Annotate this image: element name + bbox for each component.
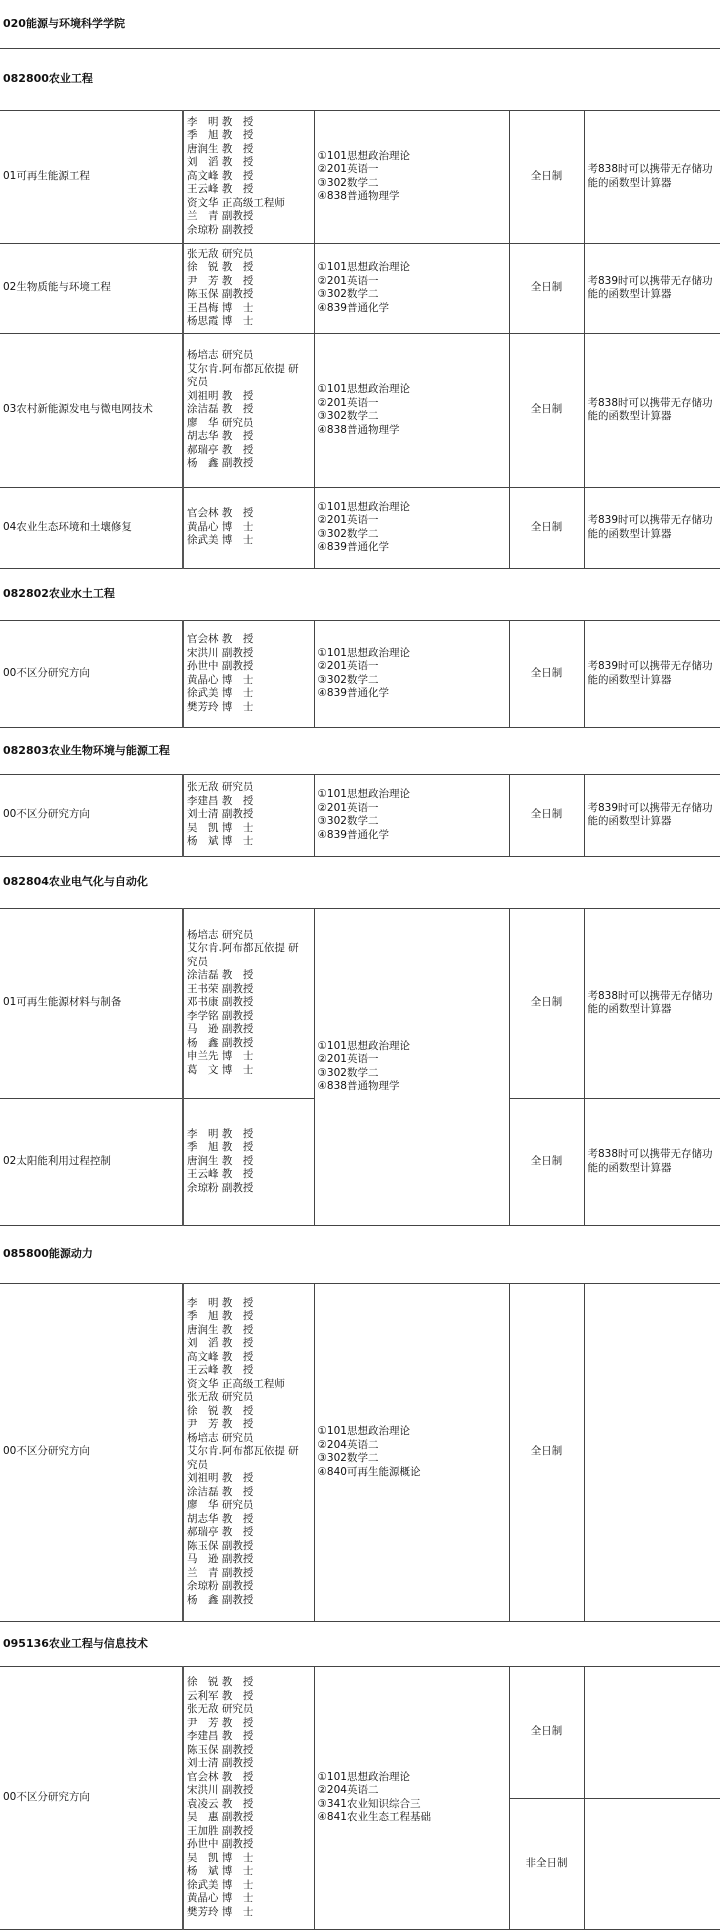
advisor: 杨 鑫 副教授 <box>187 1593 254 1606</box>
section-title: 082802农业水土工程 <box>0 568 720 620</box>
exam-subject: ②201英语一 <box>317 274 379 287</box>
advisor: 陈玉保 副教授 <box>187 1539 254 1552</box>
advisor: 官会林 教 授 <box>187 1770 254 1783</box>
advisor: 王云峰 教 授 <box>187 1168 254 1181</box>
advisor: 季 旭 教 授 <box>187 1310 254 1323</box>
study-mode: 全日制 <box>509 110 584 243</box>
advisor: 宋洪川 副教授 <box>187 1784 254 1796</box>
exam-subject: ①101思想政治理论 <box>317 1039 410 1052</box>
advisor: 资文华 正高级工程师 <box>187 196 285 209</box>
exam-subjects-cell <box>314 1666 509 1929</box>
exam-subject: ④840可再生能源概论 <box>317 1465 421 1478</box>
advisor: 余琼粉 副教授 <box>187 1580 254 1593</box>
exam-subject: ①101思想政治理论 <box>317 261 410 273</box>
advisor: 艾尔肯.阿布都瓦依提 研 <box>187 942 299 955</box>
exam-subject: ④838普通物理学 <box>317 1080 400 1092</box>
advisor: 唐润生 教 授 <box>187 142 254 155</box>
advisor: 杨培志 研究员 <box>187 349 254 362</box>
exam-subjects-cell <box>314 1283 509 1621</box>
advisors-cell <box>183 620 314 727</box>
advisor: 杨 鑫 副教授 <box>187 1036 254 1049</box>
exam-subject: ③302数学二 <box>317 288 379 300</box>
advisor: 刘祖明 教 授 <box>187 389 254 402</box>
advisor: 李学铭 副教授 <box>187 1009 254 1022</box>
advisor: 胡志华 教 授 <box>187 1512 254 1525</box>
advisor: 杨培志 研究员 <box>187 1431 254 1444</box>
exam-subject: ①101思想政治理论 <box>317 149 410 162</box>
advisor: 葛 文 博 士 <box>187 1063 254 1076</box>
exam-subjects-cell <box>314 908 509 1225</box>
advisor: 黄晶心 博 士 <box>187 673 254 686</box>
advisor: 云利军 教 授 <box>187 1689 254 1702</box>
remark: 考838时可以携带无存储功能的函数型计算器 <box>584 908 720 1098</box>
advisor: 张无敌 研究员 <box>187 1703 254 1715</box>
advisors-cell <box>183 110 314 243</box>
advisor: 尹 芳 教 授 <box>187 1716 254 1729</box>
advisor: 涂洁磊 教 授 <box>187 403 254 416</box>
study-mode: 全日制 <box>509 243 584 333</box>
advisor: 季 旭 教 授 <box>187 1141 254 1154</box>
research-direction: 00不区分研究方向 <box>0 620 183 727</box>
remark: 考838时可以携带无存储功能的函数型计算器 <box>584 110 720 243</box>
advisors-cell <box>183 1283 314 1621</box>
advisor: 究员 <box>187 955 208 968</box>
exam-subject: ①101思想政治理论 <box>317 500 410 513</box>
remark <box>584 1798 720 1929</box>
exam-subject: ③341农业知识综合三 <box>317 1797 421 1810</box>
advisor: 马 逊 副教授 <box>187 1023 254 1036</box>
advisor: 尹 芳 教 授 <box>187 1418 254 1431</box>
exam-subjects-cell <box>314 774 509 856</box>
section-header-row <box>0 568 720 620</box>
advisor: 马 逊 副教授 <box>187 1553 254 1566</box>
section-title: 085800能源动力 <box>0 1225 720 1283</box>
exam-subject: ④839普通化学 <box>317 828 389 841</box>
advisor: 李 明 教 授 <box>187 1127 254 1140</box>
remark <box>584 1666 720 1798</box>
advisor: 徐武美 博 士 <box>187 534 254 547</box>
remark: 考839时可以携带无存储功能的函数型计算器 <box>584 487 720 568</box>
exam-subject: ③302数学二 <box>317 176 379 189</box>
advisor: 究员 <box>187 376 208 389</box>
advisor: 刘 滔 教 授 <box>187 1337 254 1350</box>
advisor: 吴 凯 博 士 <box>187 1851 254 1864</box>
advisor: 艾尔肯.阿布都瓦依提 研 <box>187 1445 299 1458</box>
study-mode: 全日制 <box>509 333 584 487</box>
exam-subject: ③302数学二 <box>317 1452 379 1464</box>
advisor: 涂洁磊 教 授 <box>187 969 254 982</box>
advisor: 吴 凯 博 士 <box>187 821 254 834</box>
study-mode: 全日制 <box>509 1283 584 1621</box>
advisor: 官会林 教 授 <box>187 633 254 645</box>
exam-subject: ②201英语一 <box>317 396 379 409</box>
advisor: 涂洁磊 教 授 <box>187 1485 254 1498</box>
exam-subject: ④839普通化学 <box>317 687 389 699</box>
advisor: 孙世中 副教授 <box>187 660 254 672</box>
exam-subject: ①101思想政治理论 <box>317 788 410 800</box>
college-title: 020能源与环境科学学院 <box>0 0 720 48</box>
exam-subject: ①101思想政治理论 <box>317 646 410 659</box>
advisor: 徐 锐 教 授 <box>187 261 254 273</box>
exam-subjects-cell <box>314 110 509 243</box>
exam-subject: ②201英语一 <box>317 801 379 814</box>
advisor: 兰 青 副教授 <box>187 210 254 223</box>
advisor: 王云峰 教 授 <box>187 183 254 196</box>
exam-subject: ①101思想政治理论 <box>317 383 410 395</box>
advisor: 袁凌云 教 授 <box>187 1797 254 1810</box>
section-title: 082800农业工程 <box>0 48 720 110</box>
advisor: 余琼粉 副教授 <box>187 223 254 236</box>
advisor: 唐润生 教 授 <box>187 1323 254 1336</box>
advisor: 申兰先 博 士 <box>187 1050 254 1063</box>
advisor: 王昌梅 博 士 <box>187 301 254 314</box>
advisor: 黄晶心 博 士 <box>187 1892 254 1904</box>
table-row <box>0 243 720 333</box>
table-row <box>0 908 720 1098</box>
advisor: 刘士清 副教授 <box>187 1757 254 1769</box>
advisor: 王加胜 副教授 <box>187 1824 254 1837</box>
advisor: 郝瑞亭 教 授 <box>187 1526 254 1539</box>
table-row <box>0 620 720 727</box>
section-header-row <box>0 1621 720 1666</box>
advisor: 徐武美 博 士 <box>187 1878 254 1891</box>
remark: 考838时可以携带无存储功能的函数型计算器 <box>584 333 720 487</box>
advisor: 资文华 正高级工程师 <box>187 1377 285 1390</box>
college-title-row <box>0 0 720 48</box>
advisor: 廖 华 研究员 <box>187 416 254 429</box>
exam-subject: ②201英语一 <box>317 514 379 526</box>
advisor: 徐武美 博 士 <box>187 687 254 699</box>
advisor: 郝瑞亭 教 授 <box>187 443 254 456</box>
section-title: 082804农业电气化与自动化 <box>0 856 720 908</box>
advisor: 李建昌 教 授 <box>187 1730 254 1742</box>
exam-subject: ③302数学二 <box>317 527 379 540</box>
table-row <box>0 1283 720 1621</box>
advisor: 宋洪川 副教授 <box>187 646 254 659</box>
exam-subject: ①101思想政治理论 <box>317 1770 410 1783</box>
advisor: 刘 滔 教 授 <box>187 156 254 169</box>
study-mode: 全日制 <box>509 774 584 856</box>
exam-subjects-cell <box>314 487 509 568</box>
advisor: 樊芳玲 博 士 <box>187 700 254 713</box>
exam-subject: ②201英语一 <box>317 1053 379 1065</box>
advisors-cell <box>183 333 314 487</box>
advisor: 王云峰 教 授 <box>187 1364 254 1377</box>
section-header-row <box>0 48 720 110</box>
advisor: 张无敌 研究员 <box>187 781 254 794</box>
study-mode: 全日制 <box>509 1098 584 1225</box>
advisor: 兰 青 副教授 <box>187 1566 254 1579</box>
advisor: 杨思霞 博 士 <box>187 315 254 327</box>
advisor: 胡志华 教 授 <box>187 430 254 443</box>
research-direction: 01可再生能源材料与制备 <box>0 908 183 1098</box>
research-direction: 01可再生能源工程 <box>0 110 183 243</box>
table-row <box>0 774 720 856</box>
remark: 考839时可以携带无存储功能的函数型计算器 <box>584 243 720 333</box>
section-title: 082803农业生物环境与能源工程 <box>0 727 720 774</box>
section-header-row <box>0 727 720 774</box>
advisor: 吴 惠 副教授 <box>187 1811 254 1823</box>
advisors-cell <box>183 774 314 856</box>
advisor: 王书荣 副教授 <box>187 982 254 995</box>
advisor: 官会林 教 授 <box>187 507 254 520</box>
remark <box>584 1283 720 1621</box>
exam-subject: ④839普通化学 <box>317 541 389 553</box>
section-title: 095136农业工程与信息技术 <box>0 1621 720 1666</box>
advisor: 黄晶心 博 士 <box>187 520 254 533</box>
exam-subject: ②204英语二 <box>317 1784 379 1796</box>
advisors-cell <box>183 1098 314 1225</box>
exam-subject: ①101思想政治理论 <box>317 1425 410 1437</box>
exam-subject: ③302数学二 <box>317 1066 379 1079</box>
remark: 考838时可以携带无存储功能的函数型计算器 <box>584 1098 720 1225</box>
table-row <box>0 1666 720 1798</box>
advisor: 余琼粉 副教授 <box>187 1181 254 1194</box>
table-row <box>0 333 720 487</box>
research-direction: 00不区分研究方向 <box>0 1283 183 1621</box>
remark: 考839时可以携带无存储功能的函数型计算器 <box>584 774 720 856</box>
table-row <box>0 110 720 243</box>
exam-subject: ②201英语一 <box>317 163 379 175</box>
exam-subject: ④839普通化学 <box>317 301 389 314</box>
advisor: 孙世中 副教授 <box>187 1838 254 1850</box>
advisor: 高文峰 教 授 <box>187 1350 254 1363</box>
advisor: 樊芳玲 博 士 <box>187 1905 254 1918</box>
advisor: 廖 华 研究员 <box>187 1499 254 1512</box>
research-direction: 00不区分研究方向 <box>0 774 183 856</box>
advisor: 张无敌 研究员 <box>187 1391 254 1404</box>
table-row <box>0 487 720 568</box>
exam-subject: ③302数学二 <box>317 673 379 686</box>
exam-subjects-cell <box>314 243 509 333</box>
study-mode: 全日制 <box>509 620 584 727</box>
advisor: 陈玉保 副教授 <box>187 1743 254 1756</box>
exam-subjects-cell <box>314 333 509 487</box>
advisor: 刘士清 副教授 <box>187 808 254 821</box>
advisor: 杨 鑫 副教授 <box>187 457 254 470</box>
advisor: 季 旭 教 授 <box>187 129 254 142</box>
remark: 考839时可以携带无存储功能的函数型计算器 <box>584 620 720 727</box>
advisor: 徐 锐 教 授 <box>187 1404 254 1417</box>
advisor: 徐 锐 教 授 <box>187 1676 254 1688</box>
advisor: 艾尔肯.阿布都瓦依提 研 <box>187 362 299 375</box>
exam-subject: ③302数学二 <box>317 815 379 827</box>
research-direction: 04农业生态环境和土壤修复 <box>0 487 183 568</box>
advisor: 陈玉保 副教授 <box>187 288 254 300</box>
advisor: 唐润生 教 授 <box>187 1154 254 1167</box>
study-mode: 全日制 <box>509 908 584 1098</box>
advisor: 杨培志 研究员 <box>187 928 254 941</box>
study-mode: 非全日制 <box>509 1798 584 1929</box>
advisors-cell <box>183 487 314 568</box>
section-header-row <box>0 1225 720 1283</box>
advisor: 邓书康 副教授 <box>187 996 254 1009</box>
exam-subject: ④841农业生态工程基础 <box>317 1811 431 1823</box>
advisors-cell <box>183 1666 314 1929</box>
advisor: 张无敌 研究员 <box>187 247 254 260</box>
advisor: 刘祖明 教 授 <box>187 1472 254 1485</box>
study-mode: 全日制 <box>509 1666 584 1798</box>
study-mode: 全日制 <box>509 487 584 568</box>
research-direction: 00不区分研究方向 <box>0 1666 183 1929</box>
section-header-row <box>0 856 720 908</box>
research-direction: 02生物质能与环境工程 <box>0 243 183 333</box>
advisor: 李 明 教 授 <box>187 1296 254 1309</box>
exam-subjects-cell <box>314 620 509 727</box>
exam-subject: ②201英语一 <box>317 660 379 672</box>
advisor: 尹 芳 教 授 <box>187 274 254 287</box>
research-direction: 03农村新能源发电与微电网技术 <box>0 333 183 487</box>
advisor: 杨 斌 博 士 <box>187 835 254 848</box>
exam-subject: ④838普通物理学 <box>317 423 400 436</box>
exam-subject: ②204英语二 <box>317 1438 379 1451</box>
advisors-cell <box>183 243 314 333</box>
advisor: 李建昌 教 授 <box>187 794 254 807</box>
advisor: 杨 斌 博 士 <box>187 1865 254 1877</box>
advisor: 李 明 教 授 <box>187 115 254 128</box>
advisors-cell <box>183 908 314 1098</box>
exam-subject: ④838普通物理学 <box>317 190 400 202</box>
research-direction: 02太阳能利用过程控制 <box>0 1098 183 1225</box>
advisor: 究员 <box>187 1458 208 1471</box>
exam-subject: ③302数学二 <box>317 410 379 422</box>
advisor: 高文峰 教 授 <box>187 169 254 182</box>
